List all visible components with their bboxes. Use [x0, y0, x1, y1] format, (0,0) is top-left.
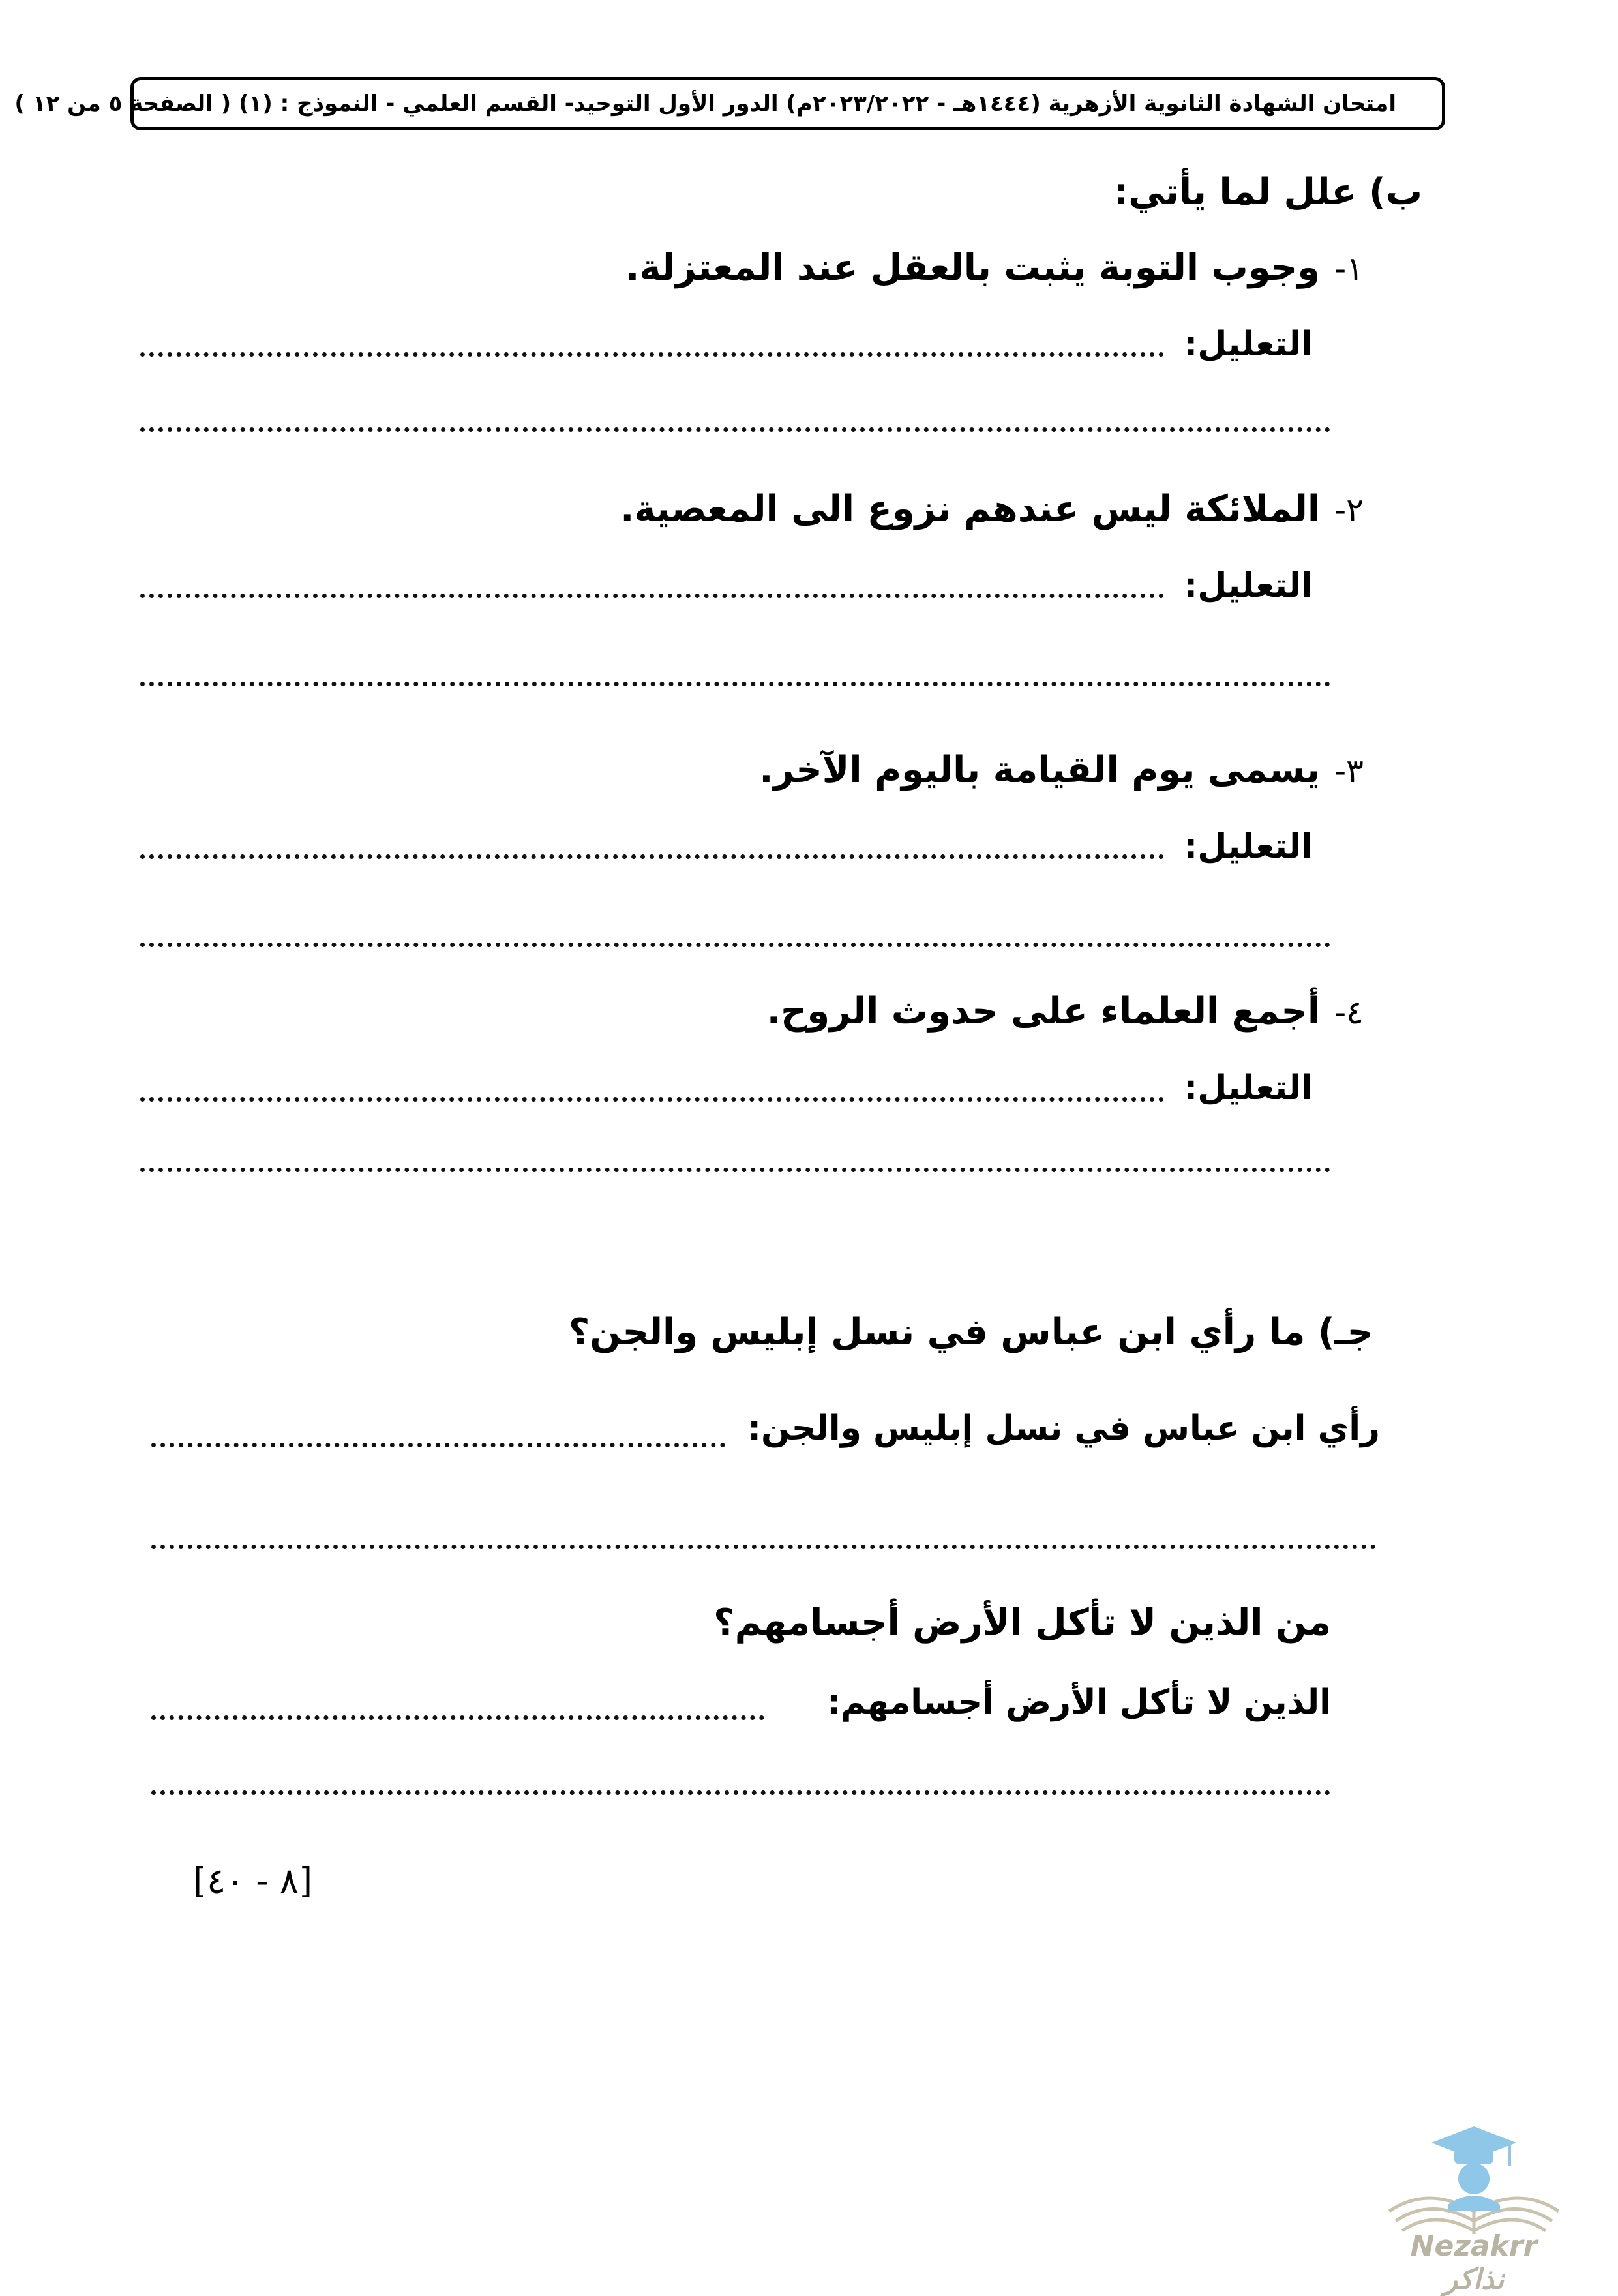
- answer-line[interactable]: [140, 943, 1330, 947]
- logo-text: Nezakrr نذاكر: [1410, 2229, 1538, 2296]
- answer-line[interactable]: [151, 1715, 764, 1720]
- question-text: وجوب التوبة يثبت بالعقل عند المعتزلة.: [625, 247, 1321, 289]
- exam-header-text: امتحان الشهادة الثانوية الأزهرية (١٤٤٤هـ - ٢٠٢٣/٢٠٢٢م) الدور الأول التوحيد- القسم العلمي - النموذج : (١) ( الصفحة ٥ من ١٢ ): [14, 91, 1396, 117]
- section-c-question-2: من الذين لا تأكل الأرض أجسامهم؟: [713, 1601, 1331, 1644]
- question-item-4: [767, 990, 1364, 1033]
- answer-line[interactable]: [140, 682, 1330, 686]
- question-number: ٣-: [1334, 752, 1364, 790]
- question-item-1: [625, 247, 1364, 289]
- page-mark: [٨ - ٤٠]: [193, 1860, 313, 1901]
- answer-line[interactable]: [140, 1168, 1330, 1172]
- reason-label: التعليل:: [1184, 827, 1313, 866]
- question-number: ١-: [1334, 250, 1364, 288]
- question-number: ٢-: [1334, 491, 1364, 529]
- answer-line[interactable]: [140, 1097, 1164, 1102]
- section-c-question: جـ) ما رأي ابن عباس في نسل إبليس والجن؟: [568, 1311, 1373, 1353]
- question-item-3: [759, 749, 1364, 791]
- question-text: يسمى يوم القيامة باليوم الآخر.: [759, 749, 1321, 791]
- answer-line[interactable]: [140, 594, 1164, 598]
- question-text: الملائكة ليس عندهم نزوع الى المعصية.: [620, 488, 1321, 530]
- answer-line[interactable]: [140, 854, 1164, 859]
- answer-label-bodies: الذين لا تأكل الأرض أجسامهم:: [827, 1683, 1331, 1722]
- section-b-heading: ب) علل لما يأتي:: [1113, 171, 1422, 213]
- reason-label: التعليل:: [1184, 325, 1313, 364]
- answer-line[interactable]: [151, 1443, 725, 1447]
- answer-line[interactable]: [151, 1790, 1330, 1795]
- question-item-2: [620, 488, 1364, 530]
- reason-label: التعليل:: [1184, 1068, 1313, 1108]
- question-number: ٤-: [1334, 993, 1364, 1031]
- reason-label: التعليل:: [1184, 566, 1313, 605]
- answer-line[interactable]: [151, 1545, 1376, 1549]
- exam-header: [14, 77, 1445, 130]
- answer-line[interactable]: [140, 427, 1330, 432]
- question-text: أجمع العلماء على حدوث الروح.: [766, 990, 1321, 1033]
- answer-label-ibn-abbas: رأي ابن عباس في نسل إبليس والجن:: [747, 1409, 1380, 1448]
- answer-line[interactable]: [140, 352, 1164, 357]
